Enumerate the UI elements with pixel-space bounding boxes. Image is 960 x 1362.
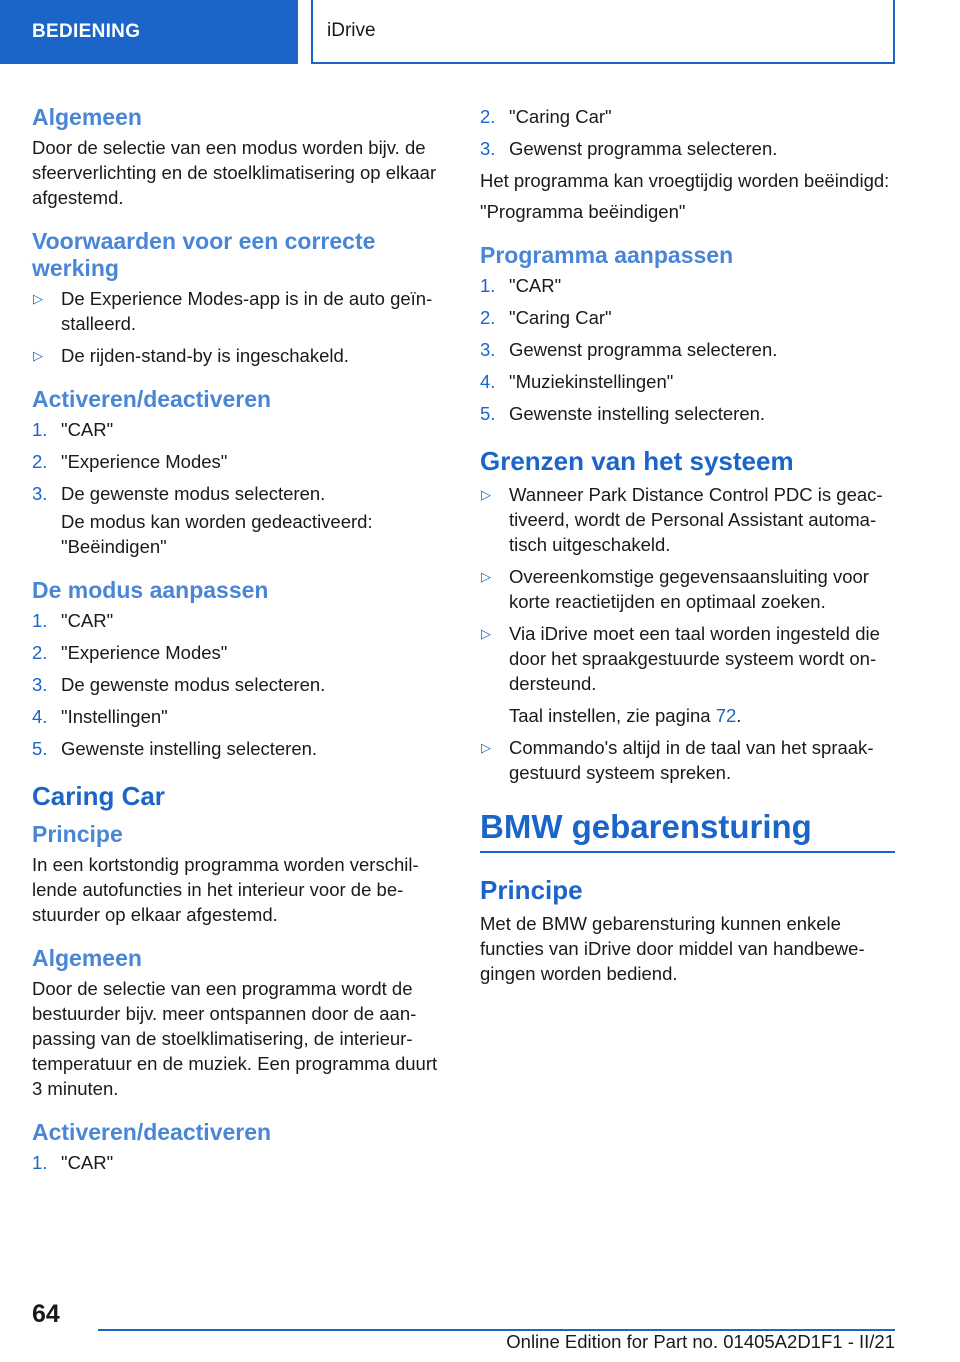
step-number: 1.: [32, 1152, 48, 1173]
note-beeindigen: "Beëindigen": [61, 536, 167, 557]
paragraph-algemeen-2: Door de selectie van een programma wordt de bestuurder bijv. meer ontspannen door de aanpassing van de stoelklimatisering, de interieurtemperatuur en de muziek. Een programma duurt 3 minuten.: [32, 978, 438, 1099]
step-text: Gewenste instelling selecteren.: [61, 738, 318, 759]
step-item: [480, 136, 895, 161]
step-item: [480, 273, 895, 298]
step-item: [32, 449, 447, 474]
steps-activeren: [32, 417, 447, 506]
list-item-text: Via iDrive moet een taal worden ingesteld die door het spraakgestuurde systeem wordt ondersteund.: [509, 623, 880, 694]
heading-programma-aanpassen: Programma aanpassen: [480, 242, 734, 268]
list-item: [32, 343, 447, 368]
triangle-bullet-icon: ▷: [481, 740, 491, 755]
step-text: "Experience Modes": [61, 451, 228, 472]
paragraph-stop: Het programma kan vroegtijdig worden beëindigd:: [480, 170, 890, 191]
step-number: 1.: [480, 275, 496, 296]
steps-programma: [480, 273, 895, 426]
step-item: [32, 481, 447, 506]
step-text: "Caring Car": [509, 106, 612, 127]
heading-grenzen: Grenzen van het systeem: [480, 446, 794, 476]
list-item: [480, 482, 895, 557]
heading-voorwaarden: Voorwaarden voor een correcte werking: [32, 228, 376, 281]
step-number: 5.: [32, 738, 48, 759]
step-number: 1.: [32, 610, 48, 631]
triangle-bullet-icon: ▷: [481, 626, 491, 641]
step-item: [32, 608, 447, 633]
paragraph-principe: In een kortstondig programma worden verschillende autofuncties in het interieur voor de bestuurder op elkaar afgestemd.: [32, 854, 419, 925]
step-text: "CAR": [61, 1152, 114, 1173]
heading-principe: Principe: [32, 821, 123, 847]
step-text: De gewenste modus selecteren.: [61, 483, 326, 504]
step-item: [480, 337, 895, 362]
step-text: De gewenste modus selecteren.: [61, 674, 326, 695]
step-text: "CAR": [61, 419, 114, 440]
step-item: [32, 640, 447, 665]
step-text: "Caring Car": [509, 307, 612, 328]
steps-activeren-2: [32, 1150, 447, 1175]
step-item: [480, 369, 895, 394]
list-grenzen: [480, 482, 895, 785]
page-number: 64: [32, 1300, 60, 1328]
heading-gebarensturing: BMW gebarensturing: [480, 807, 895, 853]
step-text: "Instellingen": [61, 706, 168, 727]
chapter-header: [311, 0, 895, 64]
triangle-bullet-icon: ▷: [481, 487, 491, 502]
list-item: [480, 735, 895, 785]
step-number: 4.: [32, 706, 48, 727]
step-item: [480, 401, 895, 426]
paragraph-algemeen: Door de selectie van een modus worden bijv. de sfeerverlichting en de stoelklimatisering op elkaar afgestemd.: [32, 137, 437, 208]
paragraph-principe-2: Met de BMW gebarensturing kunnen enkele functies van iDrive door middel van handbewegingen worden bediend.: [480, 913, 865, 984]
step-number: 2.: [32, 642, 48, 663]
steps-continued: [480, 104, 895, 161]
step-item: [32, 672, 447, 697]
heading-aanpassen: De modus aanpassen: [32, 577, 269, 603]
list-item-text: De Experience Modes-app is in de auto geïnstalleerd.: [61, 288, 433, 334]
left-column: [32, 100, 447, 1182]
step-number: 4.: [480, 371, 496, 392]
heading-caring-car: Caring Car: [32, 781, 165, 811]
list-item-text: Commando's altijd in de taal van het spraakgestuurd systeem spreken.: [509, 737, 874, 783]
step-number: 3.: [32, 674, 48, 695]
step-text: "CAR": [61, 610, 114, 631]
step-text: Gewenst programma selecteren.: [509, 138, 778, 159]
step-number: 3.: [480, 138, 496, 159]
step-item: [480, 305, 895, 330]
step-number: 2.: [480, 307, 496, 328]
step-text: "CAR": [509, 275, 562, 296]
triangle-bullet-icon: ▷: [33, 348, 43, 363]
step-number: 3.: [480, 339, 496, 360]
step-number: 3.: [32, 483, 48, 504]
list-item-text: Overeenkomstige gegevensaansluiting voor korte reactietijden en optimaal zoeken.: [509, 566, 869, 612]
step-number: 1.: [32, 419, 48, 440]
section-label: BEDIENING: [32, 21, 141, 42]
step-text: "Muziekinstellingen": [509, 371, 674, 392]
heading-algemeen: Algemeen: [32, 104, 142, 130]
list-voorwaarden: [32, 286, 447, 368]
taal-text: Taal instellen, zie pagina: [509, 705, 711, 726]
taal-reference: Taal instellen, zie pagina 72.: [509, 705, 742, 726]
step-number: 2.: [32, 451, 48, 472]
list-item: [480, 621, 895, 728]
step-text: Gewenste instelling selecteren.: [509, 403, 766, 424]
footer-edition: Online Edition for Part no. 01405A2D1F1 - II/21: [506, 1331, 895, 1352]
list-item: [480, 564, 895, 614]
paragraph-stop-item: "Programma beëindigen": [480, 201, 686, 222]
step-item: [32, 736, 447, 761]
page-link[interactable]: 72: [715, 705, 737, 726]
step-item: [480, 104, 895, 129]
heading-activeren: Activeren/deactiveren: [32, 386, 272, 412]
heading-algemeen-2: Algemeen: [32, 945, 142, 971]
step-number: 2.: [480, 106, 496, 127]
step-text: "Experience Modes": [61, 642, 228, 663]
step-number: 5.: [480, 403, 496, 424]
right-column: [480, 100, 895, 992]
heading-activeren-2: Activeren/deactiveren: [32, 1119, 272, 1145]
note-deactivate: De modus kan worden gedeactiveerd:: [61, 511, 373, 532]
step-item: [32, 704, 447, 729]
triangle-bullet-icon: ▷: [33, 291, 43, 306]
section-tab: [0, 0, 298, 64]
triangle-bullet-icon: ▷: [481, 569, 491, 584]
step-item: [32, 417, 447, 442]
heading-principe-2: Principe: [480, 875, 583, 905]
list-item: [32, 286, 447, 336]
list-item-text: Wanneer Park Distance Control PDC is geactiveerd, wordt de Personal Assistant automatisch uitgeschakeld.: [509, 484, 883, 555]
step-item: [32, 1150, 447, 1175]
step-text: Gewenst programma selecteren.: [509, 339, 778, 360]
steps-aanpassen: [32, 608, 447, 761]
list-item-text: De rijden-stand-by is ingeschakeld.: [61, 345, 349, 366]
chapter-title: iDrive: [327, 20, 376, 41]
